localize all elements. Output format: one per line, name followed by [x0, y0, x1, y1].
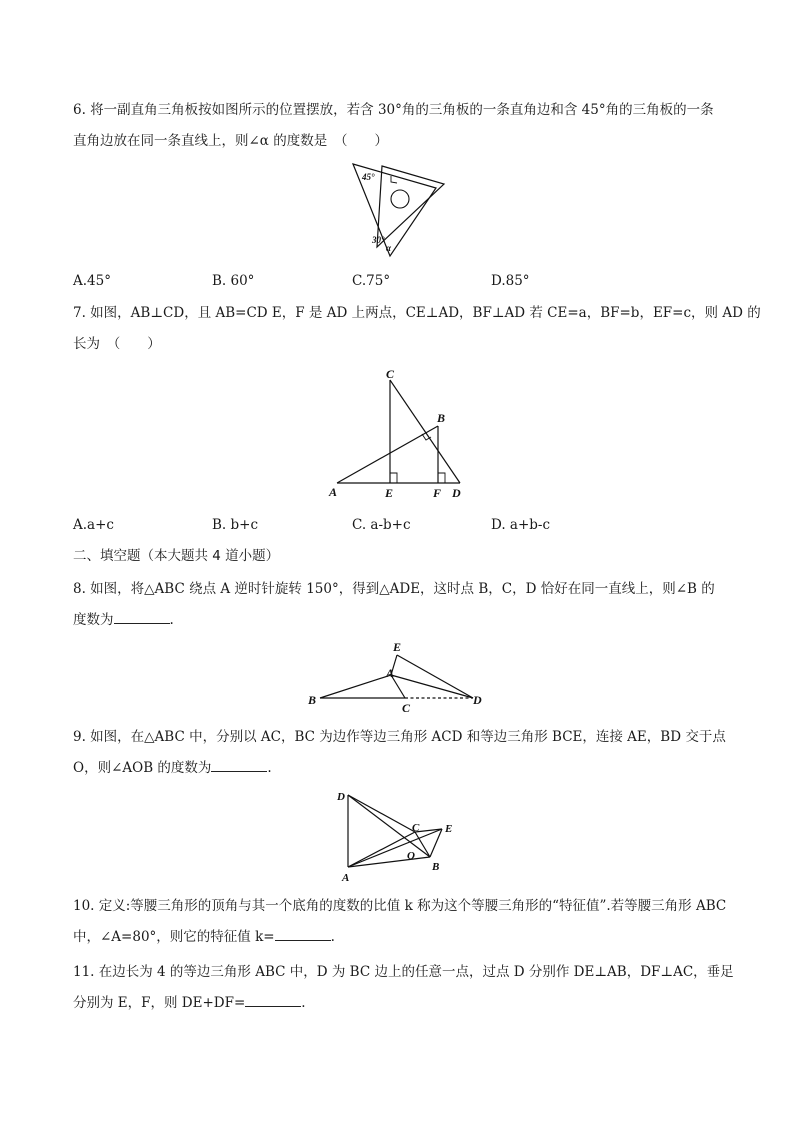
q9-line-ac: [348, 832, 415, 867]
q8-text-line2: [73, 611, 174, 629]
q6-option-d[interactable]: D.85°: [491, 273, 530, 289]
q7-line-cd: [390, 380, 460, 483]
section-title: 二、填空题（本大题共 4 道小题）: [73, 548, 280, 564]
q7-option-c[interactable]: C. a-b+c: [352, 517, 411, 533]
q7-label-b: B: [437, 411, 446, 425]
q11-text-line2-content: 分别为 E，F，则 DE+DF=: [73, 995, 246, 1011]
q7-label-c: C: [386, 367, 395, 381]
q6-text-line1: 6. 将一副直角三角板按如图所示的位置摆放，若含 30°角的三角板的一条直角边和含 45°角的三角板的一条: [73, 102, 714, 118]
q11-text-tail: .: [301, 995, 306, 1011]
q7-label-f: F: [433, 486, 442, 500]
q8-label-a: A: [386, 666, 395, 680]
q8-label-e: E: [393, 640, 402, 654]
q7-label-a: A: [329, 485, 338, 499]
q9-text-line2-content: O，则∠AOB 的度数为: [73, 760, 212, 776]
q9-line-cb: [415, 832, 430, 857]
q6-option-c[interactable]: C.75°: [352, 273, 391, 289]
q8-label-b: B: [308, 693, 317, 707]
q11-answer-blank[interactable]: [245, 994, 301, 1007]
q9-label-o: O: [407, 850, 415, 862]
q6-option-b[interactable]: B. 60°: [212, 273, 255, 289]
q7-option-a[interactable]: A.a+c: [73, 517, 114, 533]
q11-text-line2: [73, 994, 306, 1012]
q9-answer-blank[interactable]: [211, 759, 267, 772]
q8-line-ba: [320, 675, 391, 698]
q9-label-b: B: [432, 861, 440, 873]
q7-right-angle-e: [390, 473, 397, 483]
q7-label-d: D: [452, 486, 461, 500]
q8-answer-blank[interactable]: [114, 611, 170, 624]
q8-text-line2-content: 度数为: [73, 612, 114, 628]
q7-option-d[interactable]: D. a+b-c: [491, 517, 551, 533]
q11-text-line1: 11. 在边长为 4 的等边三角形 ABC 中，D 为 BC 边上的任意一点，过点 D 分别作 DE⊥AB，DF⊥AC，垂足: [73, 964, 734, 980]
q9-label-c: C: [412, 822, 420, 834]
q9-text-line2: [73, 759, 272, 777]
q6-figure: [350, 160, 446, 260]
q6-label-30: 30°: [372, 235, 385, 245]
q7-figure: [320, 360, 480, 505]
q10-answer-blank[interactable]: [275, 928, 331, 941]
q9-label-d: D: [337, 791, 345, 803]
q10-text-line1: 10. 定义:等腰三角形的顶角与其一个底角的度数的比值 k 称为这个等腰三角形的“特征值”.若等腰三角形 ABC: [73, 898, 727, 914]
q8-line-ed: [397, 655, 473, 698]
q9-label-e: E: [445, 823, 453, 835]
q9-line-dc: [348, 795, 415, 832]
q7-option-b[interactable]: B. b+c: [212, 517, 259, 533]
q10-text-tail: .: [330, 929, 335, 945]
q8-label-c: C: [402, 701, 411, 715]
q7-right-angle-f: [438, 473, 445, 483]
q6-text-line2: 直角边放在同一条直线上，则∠α 的度数是 （ ）: [73, 133, 388, 149]
q6-triangle-30: [377, 166, 444, 247]
q9-text-tail: .: [267, 760, 272, 776]
q8-figure: [305, 637, 495, 717]
q6-option-a[interactable]: A.45°: [73, 273, 111, 289]
q7-label-e: E: [385, 486, 394, 500]
q9-figure: [330, 785, 465, 885]
q8-label-d: D: [473, 693, 482, 707]
q6-circle-hole: [391, 190, 409, 208]
q7-text-line2: 长为 （ ）: [73, 336, 161, 352]
q6-label-45: 45°: [362, 172, 375, 182]
q10-text-line2-content: 中，∠A=80°，则它的特征值 k=: [73, 929, 275, 945]
q8-text-line1: 8. 如图，将△ABC 绕点 A 逆时针旋转 150°，得到△ADE，这时点 B，C，D 恰好在同一直线上，则∠B 的: [73, 581, 715, 597]
q9-text-line1: 9. 如图，在△ABC 中，分别以 AC，BC 为边作等边三角形 ACD 和等边三角形 BCE，连接 AE，BD 交于点: [73, 729, 726, 745]
q7-text-line1: 7. 如图，AB⊥CD，且 AB=CD E，F 是 AD 上两点，CE⊥AD，BF⊥AD 若 CE=a，BF=b，EF=c，则 AD 的: [73, 305, 761, 321]
q10-text-line2: [73, 928, 335, 946]
q8-text-tail: .: [169, 612, 174, 628]
q9-label-a: A: [342, 872, 350, 884]
q6-label-alpha: α: [386, 243, 391, 253]
